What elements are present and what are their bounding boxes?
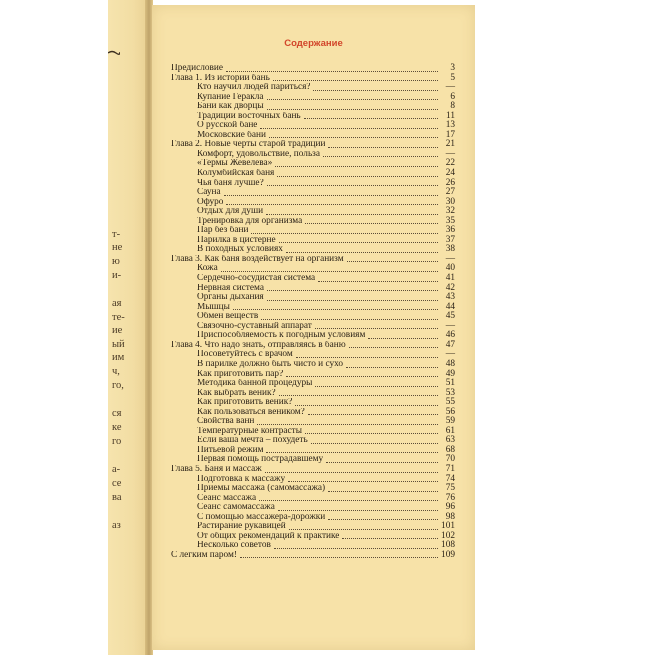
toc-section-entry	[171, 446, 455, 456]
toc-page-number: —	[445, 253, 455, 264]
toc-dot-leader	[328, 147, 438, 148]
toc-page-number: 5	[450, 72, 455, 83]
toc-page-number: 68	[445, 444, 455, 455]
toc-section-entry	[171, 159, 455, 169]
toc-section-entry	[171, 331, 455, 341]
toc-page-number: 30	[445, 196, 455, 207]
toc-section-entry	[171, 389, 455, 399]
toc-dot-leader	[226, 71, 438, 72]
toc-dot-leader	[267, 300, 438, 301]
toc-section-entry	[171, 226, 455, 236]
toc-entry-title: Бани как дворцы	[197, 102, 264, 112]
toc-section-entry	[171, 198, 455, 208]
toc-entry-title: Связочно-суставный аппарат	[197, 321, 312, 331]
toc-dot-leader	[295, 405, 438, 406]
toc-dot-leader	[311, 443, 438, 444]
toc-page-number: 37	[445, 234, 455, 245]
toc-entry-title: Парилка в цистерне	[197, 235, 276, 245]
left-page-fragment: т-	[112, 229, 121, 240]
toc-page-number: —	[445, 349, 455, 360]
toc-page-number: 49	[445, 368, 455, 379]
toc-page-number: 70	[445, 454, 455, 465]
toc-page-number: 61	[445, 425, 455, 436]
left-page-fragment: ке	[112, 422, 122, 433]
toc-section-entry	[171, 245, 455, 255]
toc-dot-leader	[313, 90, 438, 91]
toc-entry-title: Отдых для души	[197, 207, 264, 217]
toc-page-number: 32	[445, 206, 455, 217]
toc-dot-leader	[349, 347, 438, 348]
toc-dot-leader	[265, 472, 438, 473]
toc-entry-title: С помощью массажера-дорожки	[197, 512, 326, 522]
toc-section-entry	[171, 179, 455, 189]
toc-entry-title: «Термы Жевелева»	[197, 159, 273, 169]
toc-section-entry	[171, 408, 455, 418]
toc-page-number: 63	[445, 435, 455, 446]
left-page-fragment: ва	[112, 492, 122, 503]
toc-entry-title: Как выбрать веник?	[197, 388, 276, 398]
toc-entry-title: Приспособляемость к погодным условиям	[197, 331, 366, 341]
toc-entry-title: Свойства ванн	[197, 417, 255, 427]
toc-dot-leader	[267, 185, 438, 186]
toc-dot-leader	[277, 176, 438, 177]
toc-dot-leader	[261, 319, 438, 320]
toc-dot-leader	[326, 462, 438, 463]
toc-entry-title: Нервная система	[197, 283, 264, 293]
toc-section-entry	[171, 360, 455, 370]
toc-entry-title: Пар без бани	[197, 226, 249, 236]
toc-page-number: 109	[441, 549, 455, 560]
toc-page-number: 45	[445, 311, 455, 322]
toc-section-entry	[171, 121, 455, 131]
toc-section-entry	[171, 513, 455, 523]
toc-section-entry	[171, 350, 455, 360]
left-page-fragment: ая	[112, 298, 122, 309]
toc-chapter-entry	[171, 465, 455, 475]
toc-page-number: 6	[450, 91, 455, 102]
toc-section-entry	[171, 522, 455, 532]
toc-section-entry	[171, 274, 455, 284]
toc-entry-title: Кто научил людей париться?	[197, 83, 311, 93]
toc-chapter-entry	[171, 341, 455, 351]
toc-page-number: —	[445, 82, 455, 93]
toc-dot-leader	[267, 99, 438, 100]
toc-dot-leader	[259, 500, 438, 501]
toc-page-number: 40	[445, 263, 455, 274]
toc-dot-leader	[304, 118, 438, 119]
toc-page-number: 43	[445, 292, 455, 303]
toc-chapter-entry	[171, 74, 455, 84]
toc-dot-leader	[286, 252, 438, 253]
toc-section-entry	[171, 264, 455, 274]
toc-entry-title: Московские бани	[197, 130, 266, 140]
toc-entry-title: Глава 2. Новые черты старой традиции	[171, 140, 326, 150]
toc-entry-title: Сеанс массажа	[197, 493, 257, 503]
left-page-fragment: го,	[112, 380, 124, 391]
toc-dot-leader	[328, 491, 438, 492]
toc-dot-leader	[240, 557, 438, 558]
toc-dot-leader	[224, 195, 438, 196]
toc-section-entry	[171, 207, 455, 217]
toc-page-number: 102	[441, 530, 455, 541]
left-page-fragment: ся	[112, 408, 122, 419]
toc-entry-title: Несколько советов	[197, 541, 271, 551]
toc-page-number: 22	[445, 158, 455, 169]
toc-entry-title: Первая помощь пострадавшему	[197, 455, 324, 465]
toc-entry-title: Глава 1. Из истории бань	[171, 73, 270, 83]
toc-page-number: —	[445, 148, 455, 159]
toc-dot-leader	[296, 357, 438, 358]
toc-entry-title: Чья баня лучше?	[197, 178, 264, 188]
toc-page-number: 55	[445, 397, 455, 408]
toc-page-number: 41	[445, 273, 455, 284]
toc-dot-leader	[257, 424, 438, 425]
toc-dot-leader	[266, 214, 438, 215]
toc-page-number: 96	[445, 502, 455, 513]
toc-page-number: 44	[445, 301, 455, 312]
toc-section-entry	[171, 379, 455, 389]
left-page-fragment: а-	[112, 464, 121, 475]
toc-entry-title: Колумбийская баня	[197, 169, 275, 179]
toc-entry-title: Как приготовить пар?	[197, 369, 284, 379]
contents-page	[152, 5, 475, 650]
toc-entry-title: Кожа	[197, 264, 218, 274]
toc-entry-title: Традиции восточных бань	[197, 111, 301, 121]
toc-page-number: 108	[441, 540, 455, 551]
toc-page-number: 56	[445, 406, 455, 417]
left-page-fragment: не	[112, 242, 123, 253]
toc-dot-leader	[267, 109, 438, 110]
toc-entry-title: Обмен веществ	[197, 312, 259, 322]
toc-section-entry	[171, 475, 455, 485]
toc-dot-leader	[323, 156, 438, 157]
toc-section-entry	[171, 398, 455, 408]
left-page-fragment: го	[112, 436, 122, 447]
toc-page-number: 24	[445, 168, 455, 179]
left-page-edge	[108, 0, 150, 655]
toc-section-entry	[171, 303, 455, 313]
toc-entry-title: Сердечно-сосудистая система	[197, 274, 316, 284]
toc-list	[171, 64, 455, 560]
toc-page-number: 74	[445, 473, 455, 484]
toc-page-number: 27	[445, 187, 455, 198]
toc-dot-leader	[275, 166, 438, 167]
toc-chapter-entry	[171, 140, 455, 150]
left-page-ornament	[108, 50, 120, 56]
toc-section-entry	[171, 236, 455, 246]
toc-dot-leader	[278, 510, 438, 511]
toc-entry-title: Питьевой режим	[197, 445, 264, 455]
toc-dot-leader	[226, 204, 438, 205]
toc-entry-title: С легким паром!	[171, 550, 238, 560]
toc-page-number: 17	[445, 129, 455, 140]
left-page-fragment: и-	[112, 270, 122, 281]
toc-entry-title: Как приготовить веник?	[197, 398, 293, 408]
toc-entry-title: От общих рекомендаций к практике	[197, 531, 340, 541]
toc-section-entry	[171, 484, 455, 494]
toc-title: Содержание	[284, 38, 343, 49]
toc-entry-title: Органы дыхания	[197, 293, 264, 303]
toc-section-entry	[171, 312, 455, 322]
toc-dot-leader	[289, 529, 438, 530]
left-page-fragment: им	[112, 352, 125, 363]
toc-page-number: —	[445, 320, 455, 331]
toc-section-entry	[171, 417, 455, 427]
toc-page-number: 26	[445, 177, 455, 188]
left-page-fragment: ие	[112, 325, 123, 336]
left-page-fragment: ый	[112, 339, 125, 350]
toc-entry-title: Купание Геракла	[197, 92, 264, 102]
toc-chapter-entry	[171, 551, 455, 561]
toc-entry-title: В парилке должно быть чисто и сухо	[197, 359, 344, 369]
toc-section-entry	[171, 436, 455, 446]
toc-dot-leader	[305, 433, 438, 434]
toc-dot-leader	[308, 414, 438, 415]
toc-entry-title: Подготовка к массажу	[197, 474, 286, 484]
toc-chapter-entry	[171, 64, 455, 74]
toc-page-number: 35	[445, 215, 455, 226]
toc-chapter-entry	[171, 255, 455, 265]
toc-entry-title: Мышцы	[197, 302, 230, 312]
toc-entry-title: О русской бане	[197, 121, 258, 131]
toc-page-number: 71	[445, 463, 455, 474]
toc-page-number: 46	[445, 330, 455, 341]
toc-section-entry	[171, 169, 455, 179]
toc-entry-title: Глава 4. Что надо знать, отправляясь в баню	[171, 340, 346, 350]
toc-dot-leader	[260, 128, 438, 129]
toc-section-entry	[171, 541, 455, 551]
toc-dot-leader	[315, 328, 438, 329]
toc-page-number: 38	[445, 244, 455, 255]
toc-section-entry	[171, 188, 455, 198]
toc-dot-leader	[342, 538, 438, 539]
toc-dot-leader	[267, 290, 438, 291]
toc-page-number: 59	[445, 416, 455, 427]
left-page-fragment: аз	[112, 520, 121, 531]
toc-dot-leader	[347, 261, 438, 262]
toc-entry-title: Посоветуйтесь с врачом	[197, 350, 293, 360]
toc-section-entry	[171, 102, 455, 112]
toc-section-entry	[171, 322, 455, 332]
toc-section-entry	[171, 494, 455, 504]
left-page-fragment: се	[112, 478, 122, 489]
toc-section-entry	[171, 131, 455, 141]
toc-entry-title: Температурные контрасты	[197, 426, 302, 436]
toc-dot-leader	[273, 80, 438, 81]
toc-dot-leader	[274, 548, 438, 549]
toc-page-number: 21	[445, 139, 455, 150]
toc-page-number: 47	[445, 339, 455, 350]
toc-dot-leader	[318, 281, 438, 282]
toc-page-number: 75	[445, 483, 455, 494]
toc-entry-title: Предисловие	[171, 64, 223, 73]
toc-page-number: 36	[445, 225, 455, 236]
toc-entry-title: Сеанс самомассажа	[197, 503, 275, 513]
toc-page-number: 48	[445, 358, 455, 369]
toc-entry-title: Офуро	[197, 197, 224, 207]
toc-page-number: 98	[445, 511, 455, 522]
toc-dot-leader	[233, 309, 438, 310]
toc-entry-title: Если ваша мечта – похудеть	[197, 436, 308, 446]
toc-entry-title: Растирание рукавицей	[197, 522, 286, 532]
toc-dot-leader	[288, 481, 438, 482]
toc-entry-title: Как пользоваться веником?	[197, 407, 305, 417]
toc-page-number: 101	[441, 521, 455, 532]
toc-section-entry	[171, 93, 455, 103]
toc-dot-leader	[266, 452, 438, 453]
left-page-fragment: те-	[112, 312, 125, 323]
toc-dot-leader	[315, 386, 438, 387]
toc-section-entry	[171, 83, 455, 93]
toc-section-entry	[171, 427, 455, 437]
toc-dot-leader	[328, 519, 438, 520]
toc-section-entry	[171, 293, 455, 303]
toc-entry-title: Глава 3. Как баня воздействует на организм	[171, 254, 344, 264]
toc-entry-title: Методика банной процедуры	[197, 379, 313, 389]
toc-dot-leader	[221, 271, 438, 272]
toc-page-number: 11	[446, 110, 455, 121]
toc-entry-title: Тренировка для организма	[197, 216, 303, 226]
toc-section-entry	[171, 532, 455, 542]
toc-section-entry	[171, 284, 455, 294]
toc-dot-leader	[279, 395, 438, 396]
left-page-fragment: ю	[112, 256, 120, 267]
toc-dot-leader	[251, 233, 438, 234]
toc-dot-leader	[368, 338, 438, 339]
toc-section-entry	[171, 112, 455, 122]
toc-entry-title: В походных условиях	[197, 245, 283, 255]
toc-page-number: 13	[445, 120, 455, 131]
toc-section-entry	[171, 370, 455, 380]
toc-page-number: 51	[445, 378, 455, 389]
toc-entry-title: Сауна	[197, 188, 221, 198]
toc-dot-leader	[346, 367, 438, 368]
toc-page-number: 8	[450, 101, 455, 112]
toc-section-entry	[171, 503, 455, 513]
toc-page-number: 53	[445, 387, 455, 398]
toc-dot-leader	[305, 223, 438, 224]
toc-page-number: 3	[450, 63, 455, 73]
toc-dot-leader	[279, 242, 438, 243]
toc-page-number: 76	[445, 492, 455, 503]
left-page-fragment: ч,	[112, 366, 120, 377]
toc-section-entry	[171, 150, 455, 160]
toc-entry-title: Комфорт, удовольствие, польза	[197, 149, 320, 159]
toc-entry-title: Глава 5. Баня и массаж	[171, 464, 262, 474]
toc-dot-leader	[286, 376, 438, 377]
toc-entry-title: Приемы массажа (самомассажа)	[197, 484, 326, 494]
toc-section-entry	[171, 217, 455, 227]
toc-section-entry	[171, 455, 455, 465]
toc-dot-leader	[269, 137, 438, 138]
toc-page-number: 42	[445, 282, 455, 293]
